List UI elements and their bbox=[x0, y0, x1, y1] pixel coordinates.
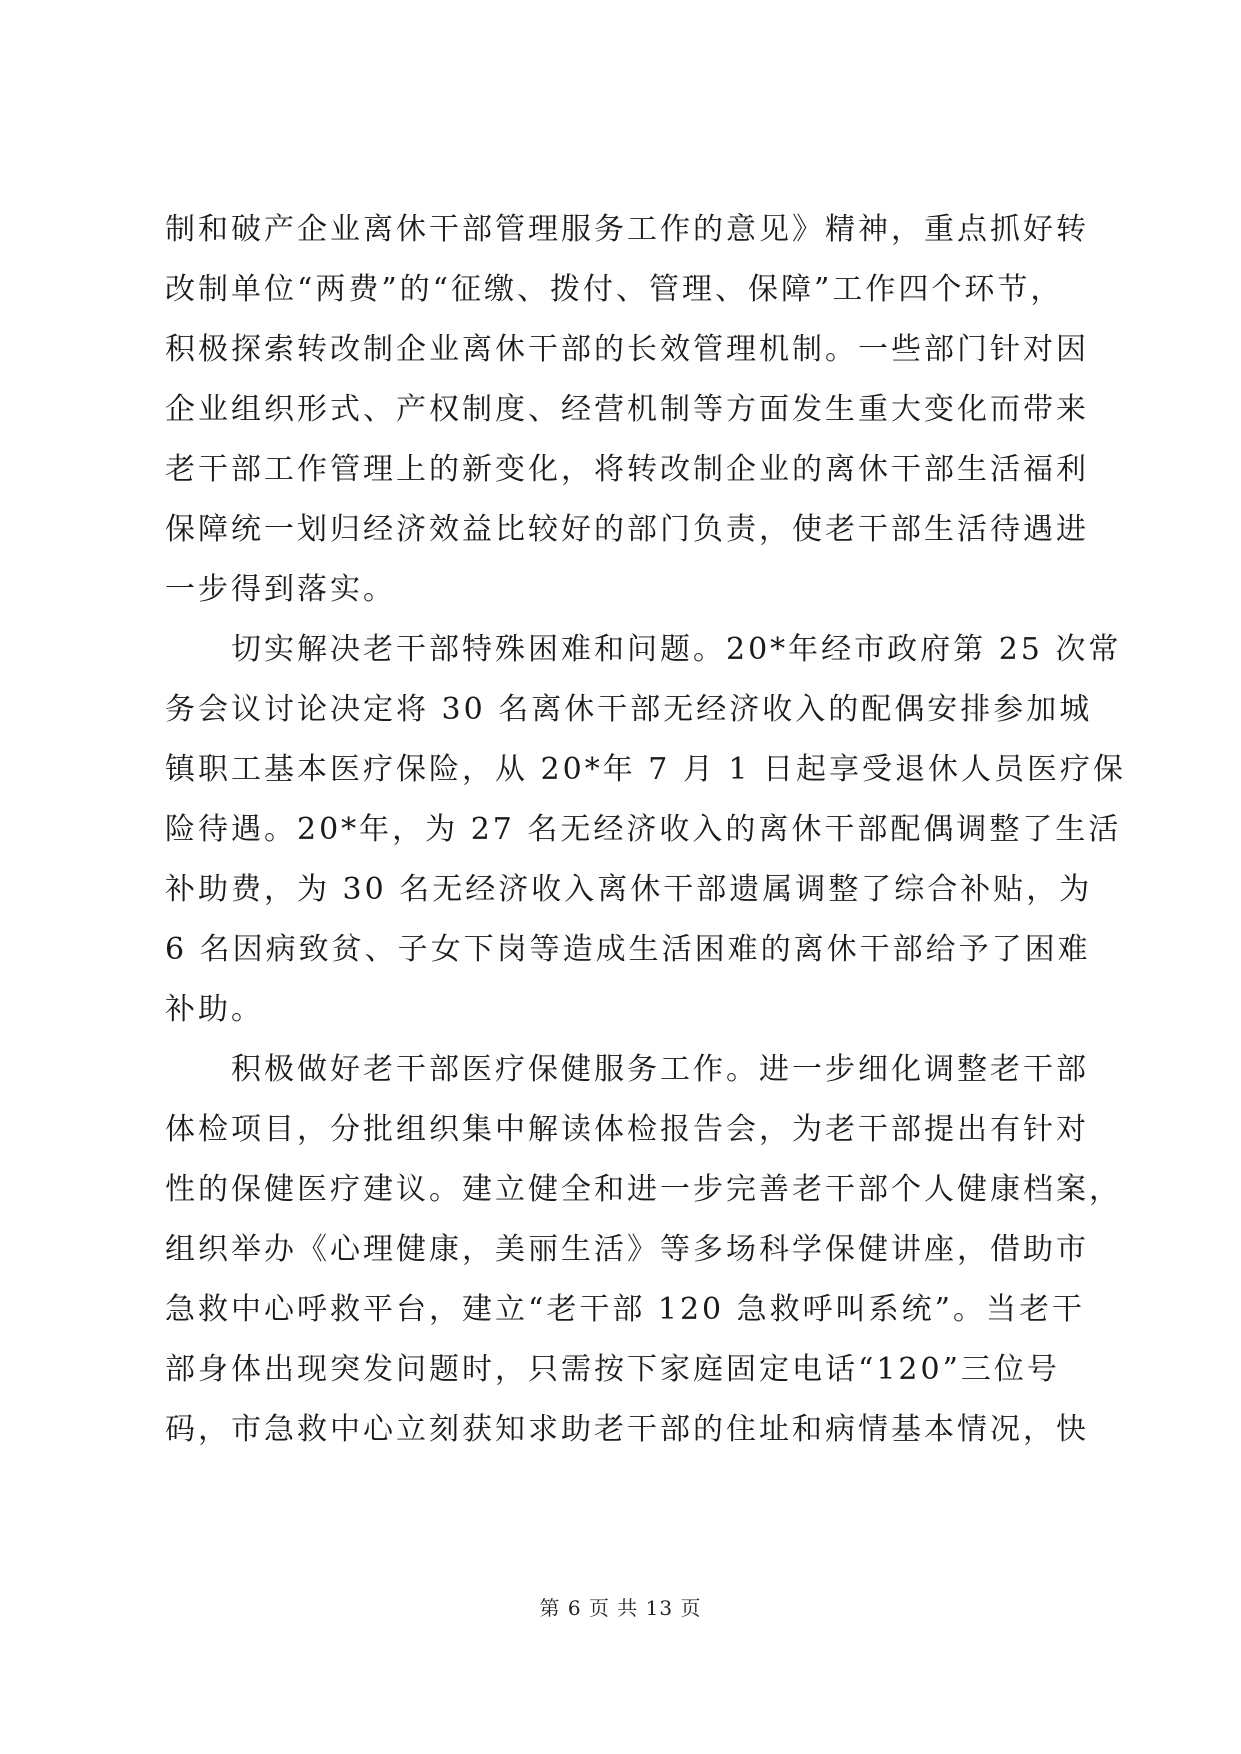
text-line: 切实解决老干部特殊困难和问题。20*年经市政府第 25 次常 bbox=[165, 632, 1122, 667]
text-line: 一步得到落实。 bbox=[165, 572, 396, 607]
text-line: 体检项目，分批组织集中解读体检报告会，为老干部提出有针对 bbox=[165, 1112, 1089, 1147]
text-line: 险待遇。20*年，为 27 名无经济收入的离休干部配偶调整了生活 bbox=[165, 812, 1122, 847]
text-line: 积极做好老干部医疗保健服务工作。进一步细化调整老干部 bbox=[165, 1052, 1089, 1087]
text-line: 务会议讨论决定将 30 名离休干部无经济收入的配偶安排参加城 bbox=[165, 692, 1093, 727]
text-line: 码，市急救中心立刻获知求助老干部的住址和病情基本情况，快 bbox=[165, 1412, 1089, 1447]
text-line: 镇职工基本医疗保险，从 20*年 7 月 1 日起享受退休人员医疗保 bbox=[165, 752, 1127, 787]
text-line: 制和破产企业离休干部管理服务工作的意见》精神，重点抓好转 bbox=[165, 212, 1089, 247]
text-line: 企业组织形式、产权制度、经营机制等方面发生重大变化而带来 bbox=[165, 392, 1089, 427]
page-number-footer: 第 6 页 共 13 页 bbox=[539, 1596, 702, 1620]
text-line: 改制单位“两费”的“征缴、拨付、管理、保障”工作四个环节， bbox=[165, 272, 1064, 307]
text-line: 部身体出现突发问题时，只需按下家庭固定电话“120”三位号 bbox=[165, 1352, 1060, 1387]
text-line: 性的保健医疗建议。建立健全和进一步完善老干部个人健康档案， bbox=[165, 1172, 1122, 1207]
text-line: 组织举办《心理健康，美丽生活》等多场科学保健讲座，借助市 bbox=[165, 1232, 1089, 1267]
text-line: 补助。 bbox=[165, 992, 264, 1027]
text-line: 积极探索转改制企业离休干部的长效管理机制。一些部门针对因 bbox=[165, 332, 1089, 367]
text-line: 急救中心呼救平台，建立“老干部 120 急救呼叫系统”。当老干 bbox=[165, 1292, 1086, 1327]
text-line: 6 名因病致贫、子女下岗等造成生活困难的离休干部给予了困难 bbox=[165, 932, 1091, 967]
text-line: 保障统一划归经济效益比较好的部门负责，使老干部生活待遇进 bbox=[165, 512, 1089, 547]
document-body bbox=[165, 200, 1127, 1460]
text-line: 补助费，为 30 名无经济收入离休干部遗属调整了综合补贴，为 bbox=[165, 872, 1093, 907]
text-line: 老干部工作管理上的新变化，将转改制企业的离休干部生活福利 bbox=[165, 452, 1089, 487]
